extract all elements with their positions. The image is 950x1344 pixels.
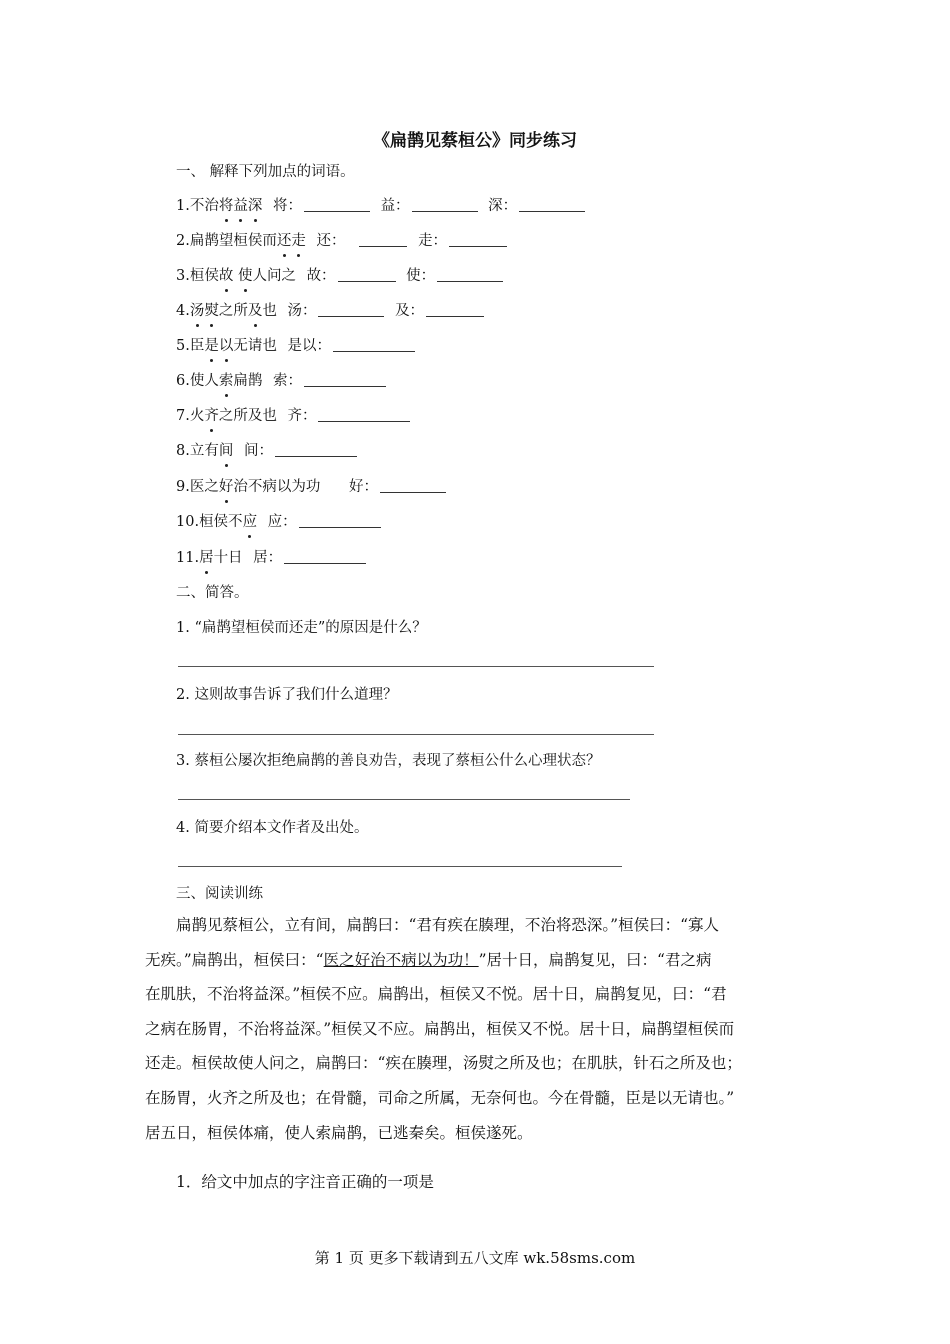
reading-question-1: 1．给文中加点的字注音正确的一项是 [176, 1173, 434, 1191]
answer-blank[interactable] [359, 232, 407, 247]
answer-blank[interactable] [284, 549, 366, 564]
vocab-item-6: 6.使人索扁鹊 索： [176, 371, 386, 391]
answer-blank[interactable] [333, 337, 415, 352]
underlined-quote: 医之好治不病以为功！ [323, 950, 479, 969]
vocab-item-3: 3.桓侯故 使人问之 故： 使： [176, 266, 503, 286]
answer-blank[interactable] [519, 197, 585, 212]
page-footer: 第 1 页 更多下载请到五八文库 wk.58sms.com [314, 1249, 636, 1267]
answer-line-3[interactable] [178, 799, 630, 800]
answer-blank[interactable] [275, 442, 357, 457]
section3-heading: 三、阅读训练 [176, 886, 263, 902]
vocab-item-9: 9.医之好治不病以为功 好： [176, 477, 446, 497]
answer-line-4[interactable] [178, 866, 622, 867]
page-title: 《扁鹊见蔡桓公》同步练习 [373, 131, 577, 151]
answer-blank[interactable] [338, 267, 396, 282]
answer-blank[interactable] [318, 302, 384, 317]
vocab-item-7: 7.火齐之所及也 齐： [176, 406, 410, 426]
vocab-item-4: 4.汤熨之所及也 汤： 及： [176, 301, 484, 321]
vocab-item-10: 10.桓侯不应 应： [176, 512, 381, 532]
vocab-item-5: 5.臣是以无请也 是以： [176, 336, 415, 356]
vocab-item-1: 1.不治将益深 将： 益： 深： [176, 196, 585, 216]
answer-blank[interactable] [449, 232, 507, 247]
question-1: 1. “扁鹊望桓侯而还走”的原因是什么？ [176, 620, 427, 636]
question-3: 3. 蔡桓公屡次拒绝扁鹊的善良劝告，表现了蔡桓公什么心理状态？ [176, 753, 601, 769]
reading-passage: 扁鹊见蔡桓公，立有间，扁鹊曰：“君有疾在腠理，不治将恐深。”桓侯曰：“寡人 无疾。”扁鹊出，桓侯曰：“医之好治不病以为功！”居十日，扁鹊复见，曰：“君之病 在肌肤，不治将益深。”桓侯不应。扁鹊出，桓侯又不悦。居十日，扁鹊复见，曰：“君 之病在肠胃，不治将益深。”桓侯又不应。扁鹊出，桓侯又不悦。居十日，扁鹊望桓侯而 还走。桓侯故使人问之，扁鹊曰：“疾在腠理，汤熨之所及也；在肌肤，针石之所及也； 在肠胃，火齐之所及也；在骨髓，司命之所属，无奈何也。今在骨髓，臣是以无请也。” 居五日，桓侯体痛，使人索扁鹊，已逃秦矣。桓侯遂死。 [145, 916, 742, 1142]
answer-line-1[interactable] [178, 666, 654, 667]
vocab-item-8: 8.立有间 间： [176, 441, 357, 461]
question-4: 4. 简要介绍本文作者及出处。 [176, 820, 369, 836]
answer-blank[interactable] [304, 372, 386, 387]
answer-blank[interactable] [299, 513, 381, 528]
section2-heading: 二、简答。 [176, 585, 249, 601]
vocab-item-2: 2.扁鹊望桓侯而还走 还： 走： [176, 231, 507, 251]
answer-blank[interactable] [318, 407, 410, 422]
question-2: 2. 这则故事告诉了我们什么道理？ [176, 687, 398, 703]
vocab-item-11: 11.居十日 居： [176, 548, 366, 568]
answer-line-2[interactable] [178, 734, 654, 735]
section1-heading: 一、 解释下列加点的词语。 [176, 164, 355, 180]
answer-blank[interactable] [426, 302, 484, 317]
answer-blank[interactable] [412, 197, 478, 212]
answer-blank[interactable] [380, 478, 446, 493]
answer-blank[interactable] [437, 267, 503, 282]
answer-blank[interactable] [304, 197, 370, 212]
